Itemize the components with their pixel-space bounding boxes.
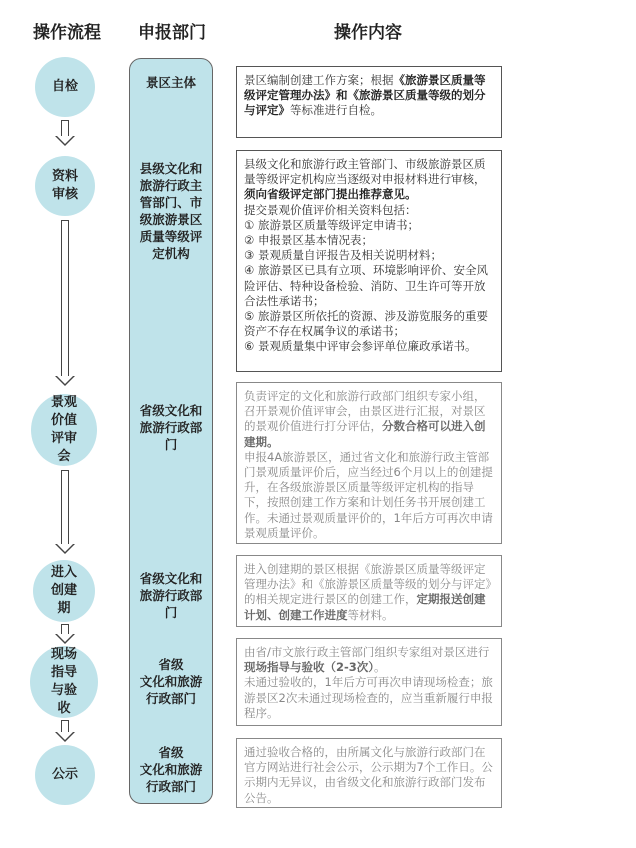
content-landscape-review	[236, 382, 502, 544]
step-onsite-acceptance: 现场 指导 与验 收	[30, 646, 98, 718]
dept-4: 省级文化和 旅游行政部 门	[139, 571, 203, 620]
c2-intro: 县级文化和旅游行政主管部门、市级旅游景区质量等级评定机构应当逐级对申报材料进行审核，	[244, 157, 486, 187]
c2-item-1: ① 旅游景区质量等级评定申请书；	[244, 217, 419, 232]
c2-bold: 须向省级评定部门提出推荐意见。	[244, 187, 417, 202]
c5-b: 。	[374, 660, 386, 675]
dept-5: 省级 文化和旅游 行政部门	[139, 657, 203, 706]
arrow-down-3	[55, 470, 75, 554]
content-publicity	[236, 738, 502, 808]
c4-bold: 定期报送创建计划、创建工作进度	[244, 592, 486, 622]
arrow-down-1	[55, 120, 75, 146]
header-content: 操作内容	[334, 23, 402, 43]
step-self-check: 自检	[35, 57, 95, 117]
c4-a: 进入创建期的景区根据《旅游景区质量等级评定管理办法》和《旅游景区质量等级的划分与评定》的相关规定进行景区的创建工作，	[244, 562, 492, 607]
c5-c: 未通过验收的，1年后方可再次申请现场检查；旅游景区2次未通过现场检查的，应当重新履行申报程序。	[244, 675, 493, 720]
dept-1: 景区主体	[145, 75, 196, 90]
c2-item-6: ⑥ 景观质量集中评审会参评单位廉政承诺书。	[244, 339, 477, 354]
dept-3: 省级文化和 旅游行政部 门	[139, 403, 203, 452]
c1-text-a: 景区编制创建工作方案；根据	[244, 73, 394, 87]
arrow-down-4	[55, 624, 75, 644]
step-publicity: 公示	[35, 745, 95, 805]
c5-bold: 现场指导与验收（2-3次）	[244, 660, 375, 675]
content-onsite-acceptance	[236, 638, 502, 726]
header-flow: 操作流程	[33, 23, 101, 43]
content-self-check	[236, 66, 502, 138]
c1-text-bold: 《旅游景区质量等级评定管理办法》和《旅游景区质量等级的划分与评定》	[244, 73, 486, 118]
c2-item-5: ⑤ 旅游景区所依托的资源、涉及游览服务的重要资产不存在权属争议的承诺书；	[244, 309, 488, 339]
c1-text-b: 等标准进行自检。	[290, 103, 382, 118]
c2-item-4: ④ 旅游景区已具有立项、环境影响评价、安全风险评估、特种设备检验、消防、卫生许可等开放合法性承诺书；	[244, 263, 488, 308]
arrow-down-2	[55, 220, 75, 386]
c2-item-3: ③ 景观质量自评报告及相关说明材料；	[244, 248, 442, 263]
dept-6: 省级 文化和旅游 行政部门	[139, 745, 203, 794]
c3-a: 负责评定的文化和旅游行政部门组织专家小组，召开景观价值评审会，由景区进行汇报，对景区的景观价值进行打分评估，	[244, 389, 486, 434]
step-material-review: 资料 审核	[35, 156, 95, 216]
c2-item-2: ② 申报景区基本情况表；	[244, 233, 373, 248]
step-creation-period: 进入 创建 期	[33, 560, 95, 622]
content-creation-period	[236, 555, 502, 627]
arrow-down-5	[55, 720, 75, 742]
content-material-review	[236, 150, 502, 372]
header-dept: 申报部门	[138, 23, 206, 43]
c6-text: 通过验收合格的，由所属文化与旅游行政部门在官方网站进行社会公示，公示期为7个工作日。公示期内无异议，由省级文化和旅游行政部门发布公告。	[244, 745, 493, 805]
c4-b: 等材料。	[347, 607, 394, 622]
c2-item-0: 提交景观价值评价相关资料包括：	[244, 202, 417, 217]
c3-bold: 分数合格可以进入创建期。	[244, 419, 486, 449]
c3-b: 申报4A旅游景区，通过省文化和旅游行政主管部门景观质量评价后，应当经过6个月以上的创建提升，在各级旅游景区质量等级评定机构的指导下，按照创建工作方案和计划任务书开展创建工作。未通过景观质量评价的，1年后方可再次申请景观质量评价。	[244, 449, 493, 540]
step-landscape-review: 景观 价值 评审 会	[31, 394, 97, 466]
c5-a: 由省/市文旅行政主管部门组织专家组对景区进行	[244, 645, 490, 659]
dept-2: 县级文化和 旅游行政主 管部门、市 级旅游景区 质量等级评 定机构	[139, 161, 203, 261]
